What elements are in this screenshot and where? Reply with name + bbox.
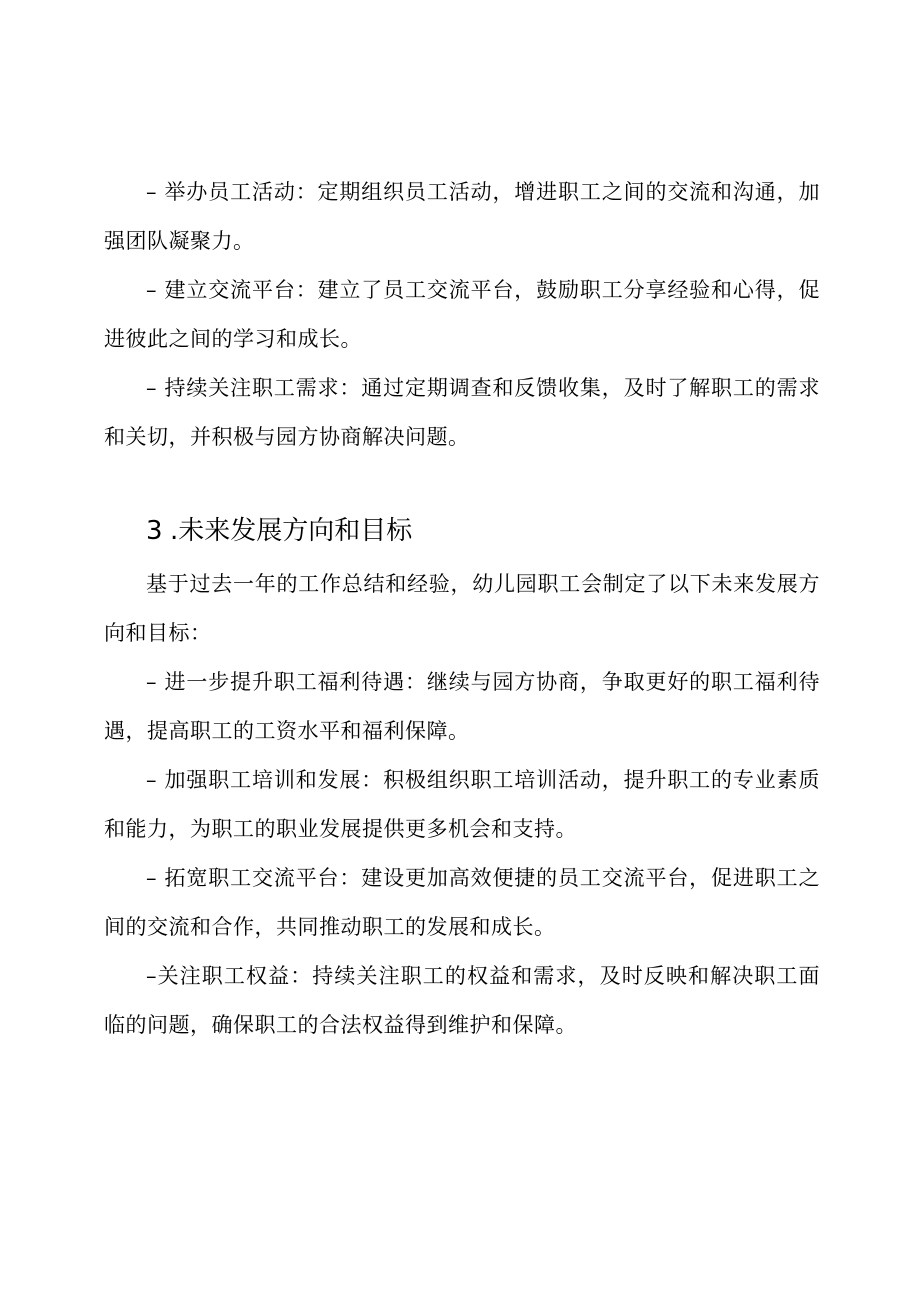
- paragraph-welfare: – 进一步提升职工福利待遇：继续与园方协商，争取更好的职工福利待遇，提高职工的工资水平和福利保障。: [104, 670, 820, 743]
- section-number: 3: [146, 516, 163, 546]
- section-heading: [146, 508, 412, 554]
- paragraph-employee-needs: – 持续关注职工需求：通过定期调查和反馈收集，及时了解职工的需求和关切，并积极与园方协商解决问题。: [104, 376, 820, 449]
- paragraph-intro: 基于过去一年的工作总结和经验，幼儿园职工会制定了以下未来发展方向和目标：: [104, 572, 820, 645]
- paragraph-exchange-platform: – 拓宽职工交流平台：建设更加高效便捷的员工交流平台，促进职工之间的交流和合作，共同推动职工的发展和成长。: [104, 866, 820, 939]
- paragraph-employee-activities: – 举办员工活动：定期组织员工活动，增进职工之间的交流和沟通，加强团队凝聚力。: [104, 180, 820, 253]
- paragraph-rights: –关注职工权益：持续关注职工的权益和需求，及时反映和解决职工面临的问题，确保职工的合法权益得到维护和保障。: [104, 964, 820, 1037]
- paragraph-communication-platform: – 建立交流平台：建立了员工交流平台，鼓励职工分享经验和心得，促进彼此之间的学习和成长。: [104, 278, 820, 351]
- paragraph-training: – 加强职工培训和发展：积极组织职工培训活动，提升职工的专业素质和能力，为职工的职业发展提供更多机会和支持。: [104, 768, 820, 841]
- section-title: .未来发展方向和目标: [170, 516, 413, 546]
